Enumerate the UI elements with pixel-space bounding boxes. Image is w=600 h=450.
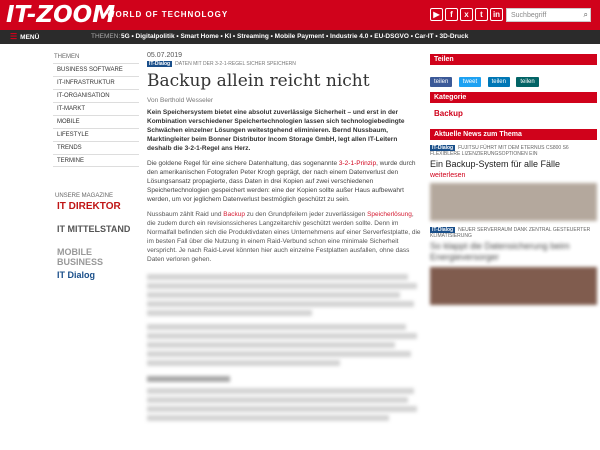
sidebar-item-it-infrastruktur[interactable]: IT-INFRASTRUKTUR [53, 76, 139, 89]
sidebar-item-business-software[interactable]: BUSINESS SOFTWARE [53, 63, 139, 76]
search-input[interactable] [506, 8, 591, 22]
sidebar-item-lifestyle[interactable]: LIFESTYLE [53, 128, 139, 141]
article-kicker: DATEN MIT DER 3-2-1-REGEL SICHER SPEICHERN [175, 61, 296, 67]
news-1-title[interactable]: Ein Backup-System für alle Fälle [430, 159, 561, 169]
article-blurred-body [147, 274, 422, 421]
magazine-it-direktor[interactable]: IT DIREKTOR [57, 201, 121, 212]
article-author: Von Berthold Wesseler [147, 97, 213, 104]
menu-label: MENÜ [20, 34, 40, 41]
linkedin-icon[interactable]: in [490, 8, 503, 21]
news-1-badge: IT-Dialog [432, 145, 454, 151]
news-2-title[interactable]: So klappt die Datensicherung beim Energieversorger [430, 241, 570, 262]
article [147, 52, 422, 424]
site-tagline: WORLD OF TECHNOLOGY [107, 10, 229, 19]
share-header: Teilen [430, 54, 597, 65]
nav-topics[interactable]: 5G • Digitalpolitik • Smart Home • KI • Streaming • Mobile Payment • Industrie 4.0 • EU-DSGVO • Car-IT • 3D-Druck [121, 33, 469, 40]
article-paragraph-1 [147, 159, 422, 204]
news-1-image[interactable] [430, 183, 597, 221]
category-header: Kategorie [430, 92, 597, 103]
share-buttons [430, 70, 597, 85]
facebook-share-button[interactable]: teilen [430, 77, 452, 87]
xing-share-button[interactable]: teilen [516, 77, 538, 87]
site-logo[interactable]: IT-ZOOM [6, 2, 116, 28]
magazine-it-dialog[interactable]: IT Dialog [57, 270, 95, 280]
article-lead: Kein Speichersystem bietet eine absolut zuverlässige Sicherheit – und erst in der Kombination verschiedener Speichertechnologien lassen sich technologiebedingte Schwächen einzelner Lösungen weitestgehend eliminieren. Bernd Nussbaum, Marktingleiter beim Bonner Distributor Incom Storage GmbH, legt allen IT-Leitern deshalb die 3-2-1-Regel ans Herz. [147, 109, 405, 152]
news-item-2[interactable] [430, 227, 597, 305]
news-1-meta [430, 145, 597, 157]
news-1-kicker: FUJITSU FÜHRT MIT DEM ETERNUS CS800 S6 FLEXIBLERE LIZENZIERUNGSOPTIONEN EIN [430, 145, 569, 157]
category-link[interactable]: Backup [434, 109, 463, 118]
article-badge-row [147, 61, 422, 67]
article-title: Backup allein reicht nicht [147, 71, 370, 91]
article-badge: IT-Dialog [149, 61, 171, 67]
search-placeholder: Suchbegriff [511, 12, 547, 19]
p2-text-end: , die zudem durch ein revisionssicheres Langzeitarchiv geschützt werden sollte. Denn im Normalfall befinden sich die Produktivdaten eines Unternehmens auf einer Serverfestplatte, die im besten Fall über die Nutzung in einem Raid-Verbund schon eine minimale Sicherheit verspricht. Je nach Raid-Level könnten hier auch einzelne Festplatten ausfallen, ohne dass Daten verloren gehen. [147, 211, 421, 263]
right-column [430, 54, 597, 305]
youtube-icon[interactable]: ▶ [430, 8, 443, 21]
sidebar-item-it-markt[interactable]: IT-MARKT [53, 102, 139, 115]
news-item-1[interactable] [430, 145, 597, 221]
header-bar [0, 0, 600, 30]
twitter-icon[interactable]: t [475, 8, 488, 21]
sidebar-title: THEMEN [54, 54, 80, 60]
facebook-icon[interactable]: f [445, 8, 458, 21]
linkedin-share-button[interactable]: teilen [488, 77, 510, 87]
menu-button[interactable] [10, 30, 39, 45]
link-3-2-1-prinzip[interactable]: 3-2-1-Prinzip [338, 160, 377, 167]
hamburger-icon: ☰ [10, 32, 18, 41]
xing-icon[interactable]: x [460, 8, 473, 21]
nav-themen-label: THEMEN: [91, 33, 121, 40]
article-paragraph-2 [147, 210, 422, 264]
sidebar-item-trends[interactable]: TRENDS [53, 141, 139, 154]
news-2-badge: IT-Dialog [432, 227, 454, 233]
sidebar [53, 54, 139, 293]
news-1-more-link[interactable]: weiterlesen [430, 172, 466, 179]
twitter-share-button[interactable]: tweet [459, 77, 481, 87]
p2-text-mid: zu den Grundpfeilern jeder zuverlässigen [244, 211, 368, 218]
sidebar-item-termine[interactable]: TERMINE [53, 154, 139, 167]
news-2-kicker: NEUER SERVERRAUM DANK ZENTRAL GESTEUERTER KLIMATISIERUNG [430, 227, 591, 239]
p1-text-end: , wurde durch den amerikanischen Fotografen Peter Krogh geprägt, der nach einem Datenverlust den Lösungsansatz propagierte, dass Daten in drei Kopien auf zwei verschiedenen Speichertechnologien gespeichert werden: eine der Kopien sollte außer Haus aufbewahrt werden, um vor jeglichem Datenverlust bestmöglich geschützt zu sein. [147, 160, 416, 203]
sidebar-item-mobile[interactable]: MOBILE [53, 115, 139, 128]
p1-text: Die goldene Regel für eine sichere Datenhaltung, das sogenannte [147, 160, 339, 167]
p2-text: Nussbaum zählt Raid und [147, 211, 224, 218]
magazine-mobile-business[interactable]: MOBILE BUSINESS [57, 247, 104, 267]
magazines-label: UNSERE MAGAZINE [55, 193, 114, 199]
nav-bar [0, 30, 600, 44]
news-2-meta [430, 227, 597, 239]
link-speicherloesung[interactable]: Speicherlösung [367, 211, 412, 218]
search-icon[interactable]: ⌕ [583, 10, 588, 19]
news-header: Aktuelle News zum Thema [430, 129, 597, 140]
link-backup[interactable]: Backup [223, 211, 245, 218]
news-2-image[interactable] [430, 267, 597, 305]
article-date: 05.07.2019 [147, 52, 183, 59]
sidebar-item-it-organisation[interactable]: IT-ORGANISATION [53, 89, 139, 102]
magazine-it-mittelstand[interactable]: IT MITTELSTAND [57, 224, 131, 234]
